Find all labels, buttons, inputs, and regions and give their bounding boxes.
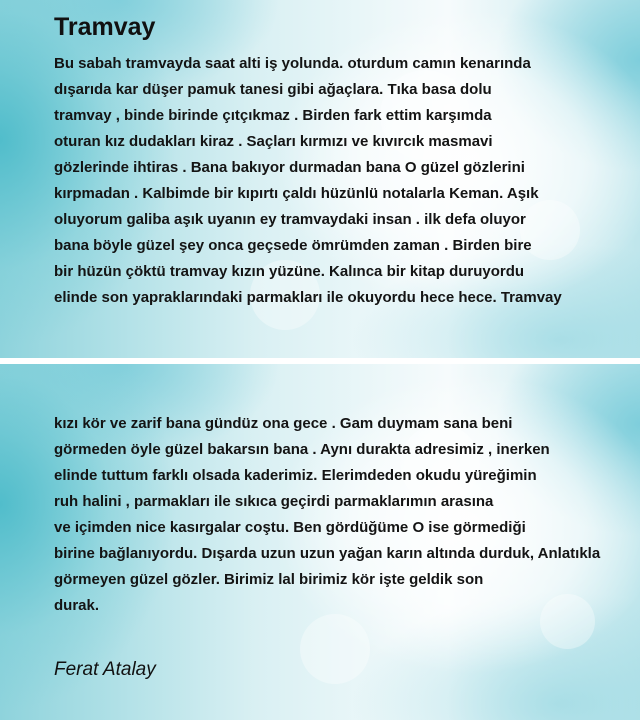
poem-line: bana böyle güzel şey onca geçsede ömrümden zaman . Birden bire: [54, 237, 532, 254]
poem-line: ruh halini , parmakları ile sıkıca geçirdi parmaklarımın arasına: [54, 493, 494, 510]
poem-line: görmeden öyle güzel bakarsın bana . Aynı durakta adresimiz , inerken: [54, 441, 550, 458]
poem-line: durak.: [54, 597, 100, 614]
poem-part1: [54, 51, 562, 311]
poem-line: bir hüzün çöktü tramvay kızın yüzüne. Kalınca bir kitap duruyordu: [54, 263, 525, 280]
poem-line: kızı kör ve zarif bana gündüz ona gece . Gam duymam sana beni: [54, 415, 513, 432]
poem-line: kırpmadan . Kalbimde bir kıpırtı çaldı hüzünlü notalarla Keman. Aşık: [54, 185, 539, 202]
poem-line: oluyorum galiba aşık uyanın ey tramvaydaki insan . ilk defa oluyor: [54, 211, 526, 228]
poem-part2: [54, 411, 600, 619]
poem-line: ve içimden nice kasırgalar coştu. Ben gördüğüme O ise görmediği: [54, 519, 526, 536]
poem-line: elinde son yapraklarındaki parmakları ile okuyordu hece hece. Tramvay: [54, 289, 562, 306]
poem-line: Bu sabah tramvayda saat alti iş yolunda. oturdum camın kenarında: [54, 55, 531, 72]
author-signature: Ferat Atalay: [54, 659, 156, 680]
poem-line: oturan kız dudakları kiraz . Saçları kırmızı ve kıvırcık masmavi: [54, 133, 493, 150]
poem-panel-bottom: [0, 364, 640, 720]
poem-line: birine bağlanıyordu. Dışarda uzun uzun yağan karın altında durduk, Anlatıkla: [54, 545, 601, 562]
bokeh-decoration: [300, 614, 370, 684]
poem-panel-top: [0, 0, 640, 358]
poem-line: gözlerinde ihtiras . Bana bakıyor durmadan bana O güzel gözlerini: [54, 159, 525, 176]
poem-title: Tramvay: [54, 13, 156, 41]
poem-line: tramvay , binde birinde çıtçıkmaz . Birden fark ettim karşımda: [54, 107, 492, 124]
poem-line: elinde tuttum farklı olsada kaderimiz. Elerimdeden okudu yüreğimin: [54, 467, 537, 484]
poem-line: dışarıda kar düşer pamuk tanesi gibi ağaçlara. Tıka basa dolu: [54, 81, 492, 98]
poem-line: görmeyen güzel gözler. Birimiz lal birimiz kör işte geldik son: [54, 571, 484, 588]
